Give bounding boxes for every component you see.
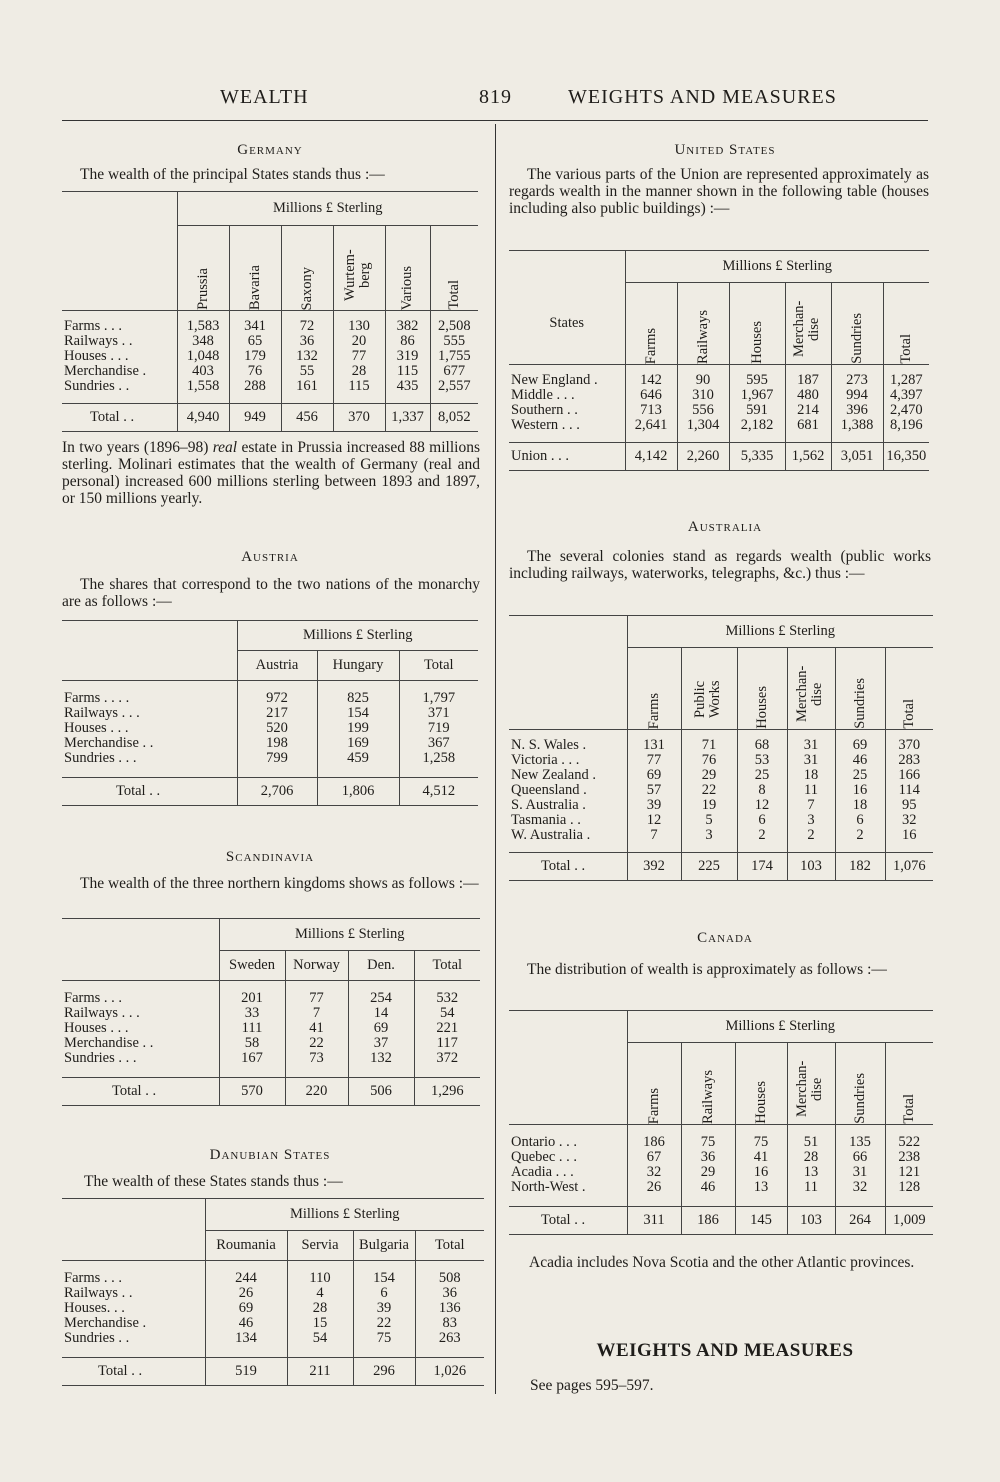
table-row: Houses . . . 111 41 69 221 (62, 1021, 480, 1036)
column-divider (495, 124, 496, 1394)
canada-col-header: Sundries (851, 1073, 868, 1124)
united-states-heading: United States (674, 142, 776, 158)
table-row: Merchandise . 46 15 22 83 (62, 1316, 484, 1331)
table-row: Sundries . . . 167 73 132 372 (62, 1051, 480, 1066)
danubian-heading: Danubian States (209, 1147, 331, 1163)
table-row: Farms . . . . 972 825 1,797 (62, 691, 478, 706)
table-row: Merchandise . . 198 169 367 (62, 736, 478, 751)
total-row: Total . . 570 220 506 1,296 (62, 1078, 480, 1106)
table-row: Houses . . . 520 199 719 (62, 721, 478, 736)
danubian-intro: The wealth of these States stands thus :— (84, 1173, 343, 1190)
australia-heading: Australia (687, 519, 763, 535)
table-row: W. Australia . 7 3 2 2 2 16 (509, 828, 933, 843)
running-head-right: WEIGHTS AND MEASURES (568, 86, 837, 108)
table-row: Southern . . 713 556 591 214 396 2,470 (509, 403, 929, 418)
table-row: Houses . . . 1,048 179 132 77 319 1,755 (62, 349, 478, 364)
scandinavia-col-header: Sweden (219, 951, 285, 981)
united-states-unit: Millions £ Sterling (625, 251, 929, 283)
table-row: Houses. . . 69 28 39 136 (62, 1301, 484, 1316)
danubian-unit: Millions £ Sterling (205, 1199, 484, 1231)
total-row: Union . . . 4,142 2,260 5,335 1,562 3,051 16,350 (509, 443, 929, 471)
danubian-col-header: Total (415, 1231, 484, 1261)
austria-col-header: Total (399, 651, 478, 681)
canada-col-header: Farms (645, 1087, 662, 1124)
total-row: Total . . 4,940 949 456 370 1,337 8,052 (62, 404, 478, 432)
table-row: Sundries . . 134 54 75 263 (62, 1331, 484, 1346)
danubian-col-header: Bulgaria (353, 1231, 415, 1261)
austria-col-header: Hungary (317, 651, 399, 681)
australia-col-header: Merchan-dise (794, 665, 825, 723)
total-row: Total . . 2,706 1,806 4,512 (62, 778, 478, 806)
table-row: Railways . . 348 65 36 20 86 555 (62, 334, 478, 349)
table-row: N. S. Wales . 131 71 68 31 69 370 (509, 738, 933, 753)
scandinavia-intro: The wealth of the three northern kingdoms shows as follows :— (80, 875, 479, 892)
germany-col-header: Various (399, 265, 415, 310)
united-states-stub-header: States (509, 283, 625, 365)
germany-unit: Millions £ Sterling (177, 192, 478, 226)
australia-col-header: Farms (645, 692, 662, 729)
table-row: Ontario . . . 186 75 75 51 135 522 (509, 1135, 933, 1150)
table-row: Western . . . 2,641 1,304 2,182 681 1,388 8,196 (509, 418, 929, 433)
total-row: Total . . 519 211 296 1,026 (62, 1358, 484, 1386)
canada-col-header: Houses (752, 1081, 769, 1124)
australia-col-header: Public Works (692, 680, 723, 718)
scandinavia-unit: Millions £ Sterling (219, 919, 480, 951)
scandinavia-col-header: Den. (348, 951, 414, 981)
austria-table (62, 620, 478, 806)
united-states-col-header: Houses (748, 321, 765, 364)
canada-intro: The distribution of wealth is approximately as follows :— (527, 961, 887, 978)
table-row: Tasmania . . 12 5 6 3 6 32 (509, 813, 933, 828)
canada-col-header: Merchan-dise (794, 1060, 825, 1118)
weights-measures-heading: WEIGHTS AND MEASURES (596, 1340, 854, 1361)
germany-col-header: Total (445, 280, 462, 310)
germany-col-header: Saxony (298, 266, 315, 310)
austria-intro: The shares that correspond to the two nations of the monarchy are as follows :— (62, 576, 480, 610)
table-row: Merchandise . . 58 22 37 117 (62, 1036, 480, 1051)
table-row: Railways . . . 33 7 14 54 (62, 1006, 480, 1021)
total-row: Total . . 392 225 174 103 182 1,076 (509, 853, 933, 881)
germany-table (62, 191, 478, 432)
united-states-col-header: Sundries (848, 313, 865, 364)
table-row: Sundries . . . 799 459 1,258 (62, 751, 478, 766)
table-row: Merchandise . 403 76 55 28 115 677 (62, 364, 478, 379)
scandinavia-heading: Scandinavia (225, 849, 315, 865)
canada-unit: Millions £ Sterling (627, 1011, 933, 1043)
germany-note: In two years (1896–98) real estate in Prussia increased 88 millions sterling. Molinari estimates that the wealth of Germany (real and personal) increased 600 millions sterling between 1893 and 1897, or 150 millions yearly. (62, 439, 480, 507)
united-states-col-header: Merchan-dise (791, 300, 822, 358)
australia-col-header: Sundries (851, 678, 868, 729)
united-states-col-header: Railways (694, 310, 711, 364)
table-row: New England . 142 90 595 187 273 1,287 (509, 373, 929, 388)
danubian-col-header: Roumania (205, 1231, 287, 1261)
canada-col-header: Railways (699, 1070, 716, 1124)
scandinavia-col-header: Norway (285, 951, 348, 981)
table-row: Railways . . . 217 154 371 (62, 706, 478, 721)
australia-table (509, 615, 933, 881)
germany-col-header: Wurtem-berg (342, 249, 373, 301)
total-row: Total . . 311 186 145 103 264 1,009 (509, 1207, 933, 1235)
danubian-col-header: Servia (287, 1231, 353, 1261)
table-row: Farms . . . 1,583 341 72 130 382 2,508 (62, 319, 478, 334)
germany-col-header: Prussia (194, 268, 211, 310)
table-row: S. Australia . 39 19 12 7 18 95 (509, 798, 933, 813)
austria-heading: Austria (241, 549, 299, 565)
austria-col-header: Austria (237, 651, 317, 681)
table-row: North-West . 26 46 13 11 32 128 (509, 1180, 933, 1195)
austria-unit: Millions £ Sterling (237, 621, 478, 651)
australia-intro: The several colonies stand as regards wealth (public works including railways, waterworks, telegraphs, &c.) thus :— (509, 548, 931, 582)
canada-table (509, 1010, 933, 1235)
united-states-col-header: Farms (642, 327, 659, 364)
table-row: Quebec . . . 67 36 41 28 66 238 (509, 1150, 933, 1165)
united-states-intro: The various parts of the Union are represented approximately as regards wealth in the manner shown in the following table (houses including also public buildings) :— (509, 166, 929, 217)
united-states-col-header: Total (897, 334, 914, 364)
header-rule (62, 120, 928, 121)
germany-intro: The wealth of the principal States stands thus :— (80, 166, 385, 183)
australia-unit: Millions £ Sterling (627, 616, 933, 648)
scandinavia-table (62, 918, 480, 1106)
australia-col-header: Total (900, 699, 917, 729)
page-number: 819 (479, 86, 512, 108)
table-row: Railways . . 26 4 6 36 (62, 1286, 484, 1301)
united-states-table (509, 250, 929, 471)
table-row: Queensland . 57 22 8 11 16 114 (509, 783, 933, 798)
table-row: Farms . . . 201 77 254 532 (62, 991, 480, 1006)
table-row: Victoria . . . 77 76 53 31 46 283 (509, 753, 933, 768)
weights-measures-text: See pages 595–597. (530, 1377, 654, 1394)
danubian-table (62, 1198, 484, 1386)
canada-note: Acadia includes Nova Scotia and the other Atlantic provinces. (529, 1254, 915, 1271)
germany-col-header: Bavaria (246, 264, 263, 310)
table-row: Farms . . . 244 110 154 508 (62, 1271, 484, 1286)
germany-heading: Germany (237, 142, 303, 158)
table-row: Sundries . . 1,558 288 161 115 435 2,557 (62, 379, 478, 394)
table-row: Middle . . . 646 310 1,967 480 994 4,397 (509, 388, 929, 403)
scandinavia-col-header: Total (414, 951, 480, 981)
table-row: Acadia . . . 32 29 16 13 31 121 (509, 1165, 933, 1180)
canada-col-header: Total (900, 1094, 917, 1124)
table-row: New Zealand . 69 29 25 18 25 166 (509, 768, 933, 783)
canada-heading: Canada (697, 930, 753, 946)
running-head-left: WEALTH (220, 86, 309, 108)
australia-col-header: Houses (753, 686, 770, 729)
